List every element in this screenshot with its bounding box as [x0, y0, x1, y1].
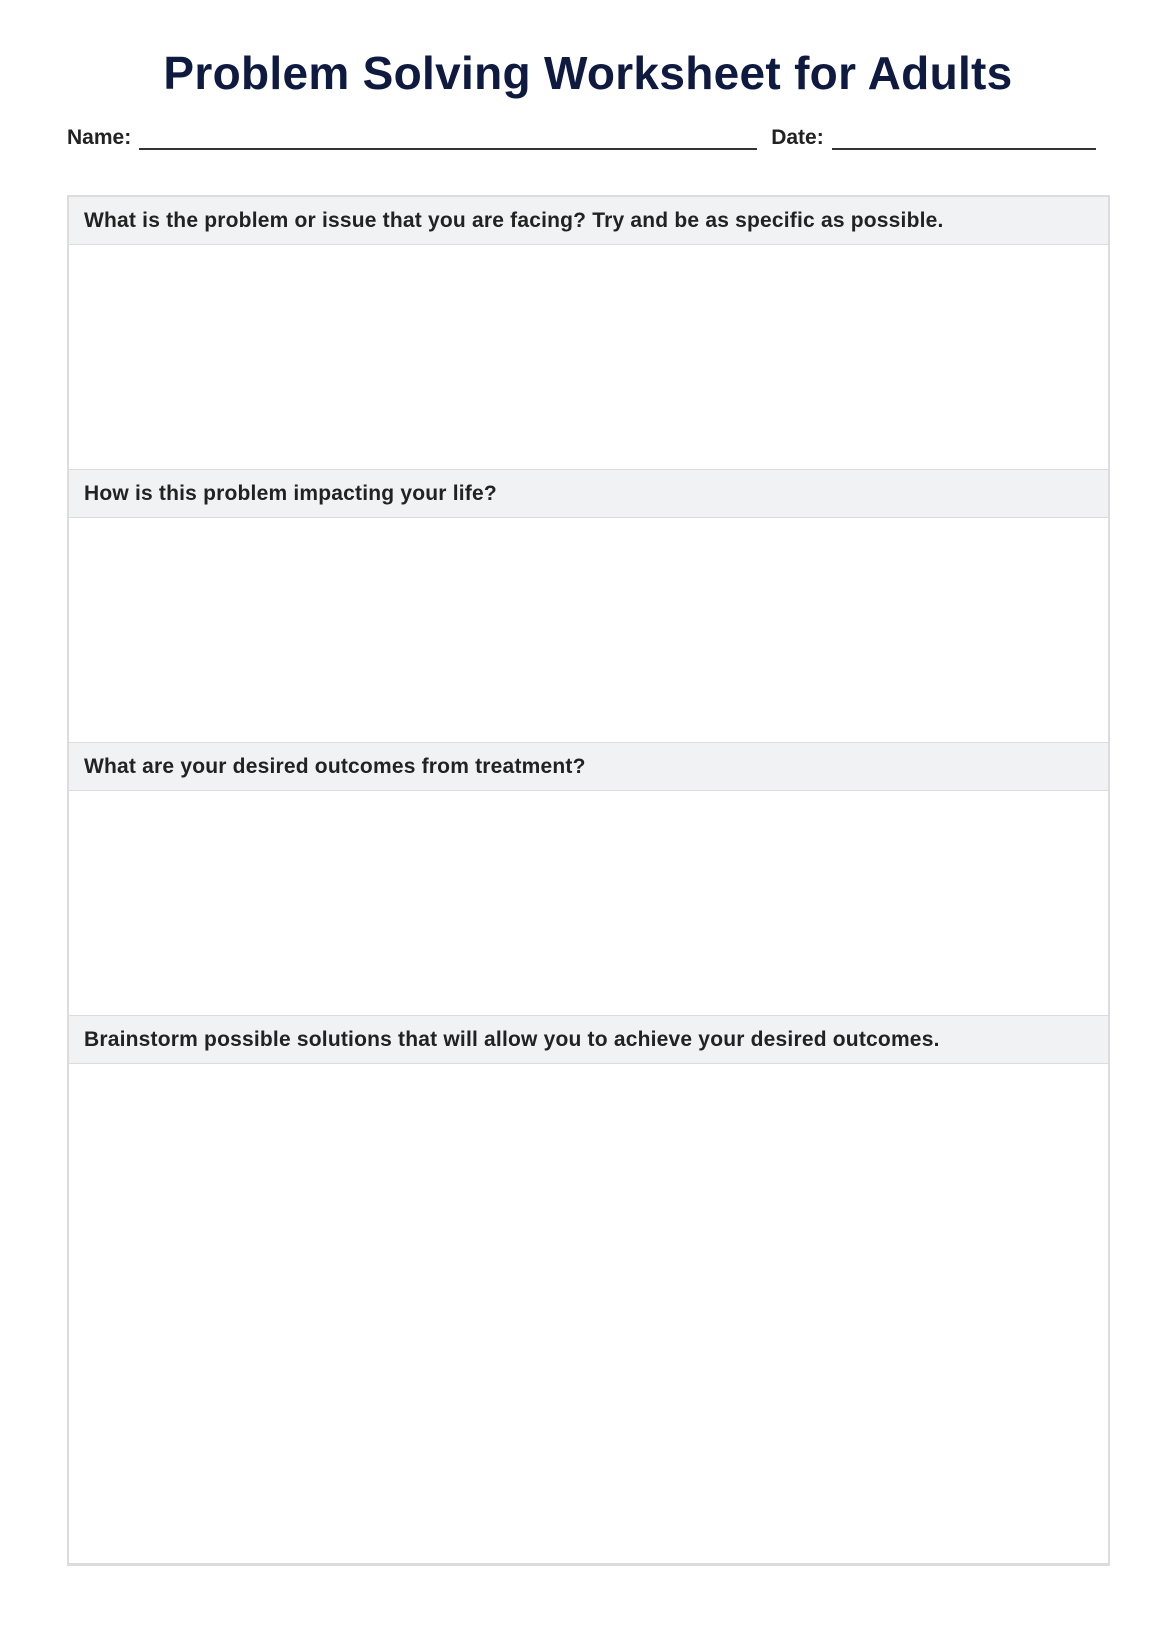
- name-field[interactable]: [139, 126, 757, 150]
- name-date-row: [67, 126, 1108, 150]
- date-field[interactable]: [832, 126, 1096, 150]
- worksheet-table: [67, 195, 1110, 1566]
- page-title: Problem Solving Worksheet for Adults: [163, 47, 1013, 99]
- name-label: Name:: [67, 126, 132, 149]
- section-question: What are your desired outcomes from treatment?: [69, 743, 1108, 791]
- section-outcomes: [69, 743, 1108, 1016]
- answer-area[interactable]: [69, 518, 1108, 743]
- answer-area[interactable]: [69, 245, 1108, 470]
- date-label: Date:: [771, 126, 824, 149]
- answer-area[interactable]: [69, 1064, 1108, 1563]
- section-question: How is this problem impacting your life?: [69, 470, 1108, 518]
- answer-area[interactable]: [69, 791, 1108, 1016]
- section-problem: [69, 197, 1108, 470]
- section-solutions: [69, 1016, 1108, 1563]
- section-question: What is the problem or issue that you are facing? Try and be as specific as possible.: [69, 197, 1108, 245]
- section-question: Brainstorm possible solutions that will allow you to achieve your desired outcomes.: [69, 1016, 1108, 1064]
- section-impact: [69, 470, 1108, 743]
